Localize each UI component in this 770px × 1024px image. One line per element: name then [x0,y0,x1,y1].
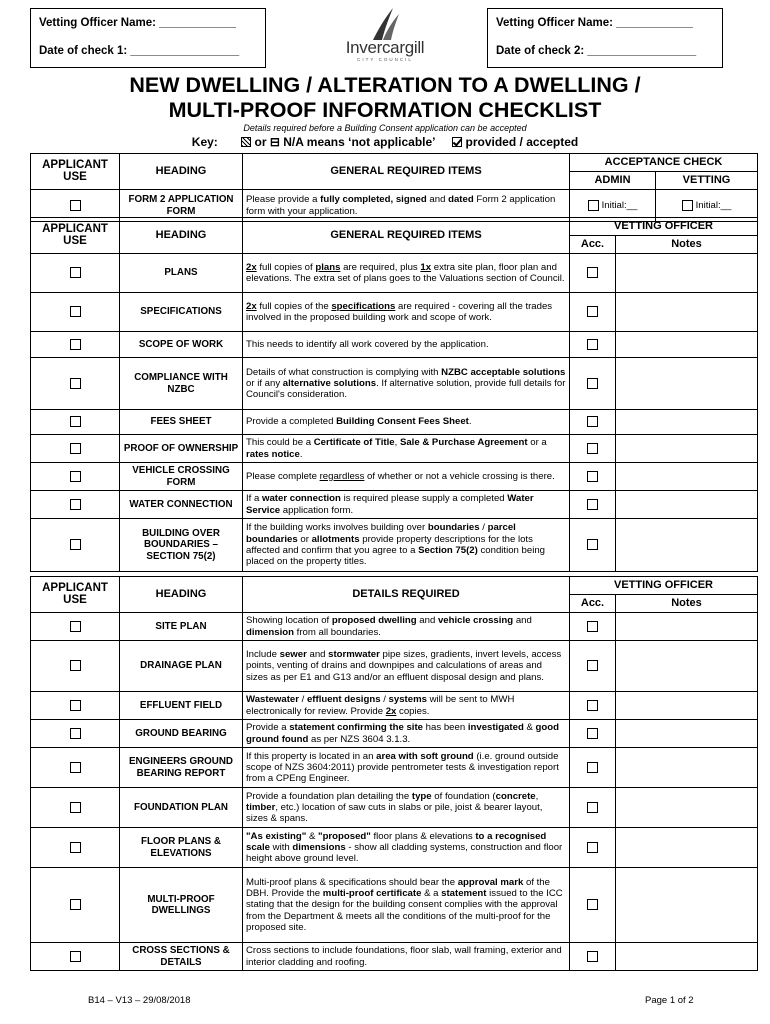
acc-checkbox[interactable] [587,700,598,711]
acc-checkbox[interactable] [587,842,598,853]
row-description: Wastewater / effluent designs / systems will be sent to MWH electronically for review. Provide 2x copies. [243,692,570,720]
vetting-officer-name-2[interactable]: Vetting Officer Name: ____________ [496,17,693,29]
applicant-checkbox[interactable] [70,306,81,317]
row-description: Multi-proof plans & specifications should bear the approval mark of the DBH. Provide the multi-proof certificate & a statement issued to the ICC stating that the design for the building consent complies with the approval from the Department & meets all the conditions of the multi-proof for the proposed site. [243,868,570,943]
page-title-line2: MULTI-PROOF INFORMATION CHECKLIST [168,98,602,122]
form2-heading: FORM 2 APPLICATION FORM [120,190,243,222]
row-heading: EFFLUENT FIELD [120,692,243,720]
key-na-text: N/A means ‘not applicable’ [283,135,436,149]
date-of-check-1[interactable]: Date of check 1: _________________ [39,45,240,57]
row-description: Please complete regardless of whether or not a vehicle crossing is there. [243,463,570,491]
row-description: Cross sections to include foundations, floor slab, wall framing, exterior and interior cladding and roofing. [243,943,570,971]
applicant-checkbox[interactable] [70,267,81,278]
notes-header: Notes [616,595,758,613]
table-row [31,491,758,519]
vetting-header: VETTING [656,172,758,190]
logo-subtitle: CITY COUNCIL [357,57,413,62]
notes-cell[interactable] [616,692,758,720]
notes-header: Notes [616,236,758,254]
council-logo-icon [365,6,405,42]
table-row [31,748,758,788]
row-description: Provide a completed Building Consent Fees Sheet. [243,410,570,435]
form2-description: Please provide a fully completed, signed and dated Form 2 application form with your application. [243,190,570,222]
acc-checkbox[interactable] [587,499,598,510]
table-row [31,254,758,293]
table-row [31,613,758,641]
row-heading: MULTI-PROOF DWELLINGS [120,868,243,943]
applicant-checkbox[interactable] [70,539,81,550]
acc-checkbox[interactable] [587,339,598,350]
applicant-use-header: APPLICANT USE [31,154,120,190]
table-row [31,519,758,572]
general-items-header: GENERAL REQUIRED ITEMS [243,154,570,190]
notes-cell[interactable] [616,463,758,491]
row-description: This needs to identify all work covered by the application. [243,332,570,358]
applicant-use-header: APPLICANT USE [31,218,120,254]
date-of-check-2[interactable]: Date of check 2: _________________ [496,45,697,57]
row-heading: BUILDING OVER BOUNDARIES – SECTION 75(2) [120,519,243,572]
details-required-table [30,576,758,971]
notes-cell[interactable] [616,519,758,572]
acc-checkbox[interactable] [587,378,598,389]
row-heading: SPECIFICATIONS [120,293,243,332]
applicant-checkbox[interactable] [70,762,81,773]
row-heading: FLOOR PLANS & ELEVATIONS [120,828,243,868]
details-required-header: DETAILS REQUIRED [243,577,570,613]
acceptance-check-header: ACCEPTANCE CHECK [570,154,758,172]
acc-checkbox[interactable] [587,899,598,910]
vetting-officer-header: VETTING OFFICER [570,218,758,236]
notes-cell[interactable] [616,254,758,293]
table-row [31,410,758,435]
notes-cell[interactable] [616,293,758,332]
provided-checkbox-icon [452,137,462,147]
vetting-officer-name-1[interactable]: Vetting Officer Name: ____________ [39,17,236,29]
acc-header: Acc. [570,595,616,613]
page-number: Page 1 of 2 [645,995,694,1006]
notes-cell[interactable] [616,788,758,828]
document-code: B14 – V13 – 29/08/2018 [88,995,191,1006]
applicant-checkbox[interactable] [70,378,81,389]
table-row [31,828,758,868]
general-items-header: GENERAL REQUIRED ITEMS [243,218,570,254]
acc-checkbox[interactable] [587,539,598,550]
applicant-checkbox[interactable] [70,471,81,482]
applicant-checkbox[interactable] [70,899,81,910]
applicant-checkbox[interactable] [70,499,81,510]
notes-cell[interactable] [616,828,758,868]
row-description: "As existing" & "proposed" floor plans & elevations to a recognised scale with dimensions - show all cladding systems, construction and floor height above ground level. [243,828,570,868]
row-heading: CROSS SECTIONS & DETAILS [120,943,243,971]
applicant-checkbox[interactable] [70,339,81,350]
acc-checkbox[interactable] [587,728,598,739]
acc-checkbox[interactable] [587,416,598,427]
notes-cell[interactable] [616,613,758,641]
admin-header: ADMIN [570,172,656,190]
table-row [31,788,758,828]
applicant-use-header: APPLICANT USE [31,577,120,613]
row-heading: VEHICLE CROSSING FORM [120,463,243,491]
applicant-checkbox[interactable] [70,802,81,813]
row-description: If this property is located in an area with soft ground (i.e. ground outside scope of NZS 3604:2011) provide pentrometer tests & investigation report from a CPEng Engineer. [243,748,570,788]
row-description: Provide a statement confirming the site has been investigated & good ground found as per NZS 3604 3.1.3. [243,720,570,748]
acc-checkbox[interactable] [587,621,598,632]
heading-header: HEADING [120,154,243,190]
row-heading: SCOPE OF WORK [120,332,243,358]
row-heading: SITE PLAN [120,613,243,641]
notes-cell[interactable] [616,358,758,410]
applicant-checkbox[interactable] [70,621,81,632]
row-description: If the building works involves building over boundaries / parcel boundaries or allotments provide property descriptions for the lots affected and confirm that you agree to a Section 75(2) condition being placed on the property titles. [243,519,570,572]
officer-box-2 [487,8,723,68]
row-description: Details of what construction is complying with NZBC acceptable solutions or if any alternative solutions. If alternative solution, provide full details for Council's consideration. [243,358,570,410]
key-or: or [254,135,267,149]
notes-cell[interactable] [616,748,758,788]
acc-checkbox[interactable] [587,443,598,454]
page-subtitle: Details required before a Building Consent application can be accepted [243,123,527,133]
applicant-checkbox[interactable] [70,728,81,739]
row-heading: PLANS [120,254,243,293]
row-description: 2x full copies of the specifications are required - covering all the trades involved in the proposed building work and scope of work. [243,293,570,332]
notes-cell[interactable] [616,720,758,748]
na-dash-icon: ⊟ [269,135,280,149]
row-heading: GROUND BEARING [120,720,243,748]
applicant-checkbox[interactable] [70,951,81,962]
applicant-checkbox[interactable] [70,416,81,427]
key-legend [0,135,770,149]
notes-cell[interactable] [616,435,758,463]
acc-checkbox[interactable] [587,306,598,317]
logo-name: Invercargill [345,38,425,57]
council-logo [300,6,470,70]
notes-cell[interactable] [616,410,758,435]
row-description: Include sewer and stormwater pipe sizes, gradients, invert levels, access points, venting of drains and downpipes and calculations of areas and sizes as per E1 and G13 and/or an effluent disposal design and plans. [243,641,570,692]
heading-header: HEADING [120,218,243,254]
table-row [31,332,758,358]
vetting-initial[interactable]: Initial:__ [695,199,732,211]
admin-checkbox[interactable] [588,200,599,211]
applicant-checkbox[interactable] [70,660,81,671]
row-description: This could be a Certificate of Title, Sale & Purchase Agreement or a rates notice. [243,435,570,463]
acc-checkbox[interactable] [587,267,598,278]
acc-checkbox[interactable] [587,660,598,671]
acc-checkbox[interactable] [587,951,598,962]
acc-checkbox[interactable] [587,471,598,482]
table-row [31,641,758,692]
table-row [31,463,758,491]
notes-cell[interactable] [616,332,758,358]
row-heading: PROOF OF OWNERSHIP [120,435,243,463]
general-items-table [30,217,758,572]
notes-cell[interactable] [616,943,758,971]
row-description: Showing location of proposed dwelling and vehicle crossing and dimension from all boundaries. [243,613,570,641]
table-row [31,435,758,463]
applicant-checkbox-form2[interactable] [70,200,81,211]
table-row [31,692,758,720]
key-provided-text: provided / accepted [465,135,579,149]
row-description: If a water connection is required please supply a completed Water Service application form. [243,491,570,519]
table-row [31,358,758,410]
heading-header: HEADING [120,577,243,613]
table-row [31,943,758,971]
table-row [31,720,758,748]
row-heading: ENGINEERS GROUND BEARING REPORT [120,748,243,788]
acc-header: Acc. [570,236,616,254]
notes-cell[interactable] [616,868,758,943]
applicant-checkbox[interactable] [70,700,81,711]
notes-cell[interactable] [616,641,758,692]
row-heading: DRAINAGE PLAN [120,641,243,692]
officer-box-1 [30,8,266,68]
acc-checkbox[interactable] [587,762,598,773]
na-checkbox-icon [241,137,251,147]
applicant-checkbox[interactable] [70,443,81,454]
row-description: 2x full copies of plans are required, plus 1x extra site plan, floor plan and elevations. The extra set of plans goes to the Valuations section of Council. [243,254,570,293]
applicant-checkbox[interactable] [70,842,81,853]
form-2-table [30,153,758,222]
table-row [31,868,758,943]
vetting-officer-header: VETTING OFFICER [570,577,758,595]
acc-checkbox[interactable] [587,802,598,813]
admin-initial[interactable]: Initial:__ [601,199,638,211]
table-row [31,293,758,332]
row-heading: FOUNDATION PLAN [120,788,243,828]
row-heading: COMPLIANCE WITH NZBC [120,358,243,410]
key-label: Key: [191,135,218,149]
page-title-line1: NEW DWELLING / ALTERATION TO A DWELLING / [129,73,641,97]
row-description: Provide a foundation plan detailing the type of foundation (concrete, timber, etc.) location of saw cuts in slabs or pile, joist & bearer layout, sizes & spans. [243,788,570,828]
row-heading: WATER CONNECTION [120,491,243,519]
row-heading: FEES SHEET [120,410,243,435]
vetting-checkbox[interactable] [682,200,693,211]
notes-cell[interactable] [616,491,758,519]
